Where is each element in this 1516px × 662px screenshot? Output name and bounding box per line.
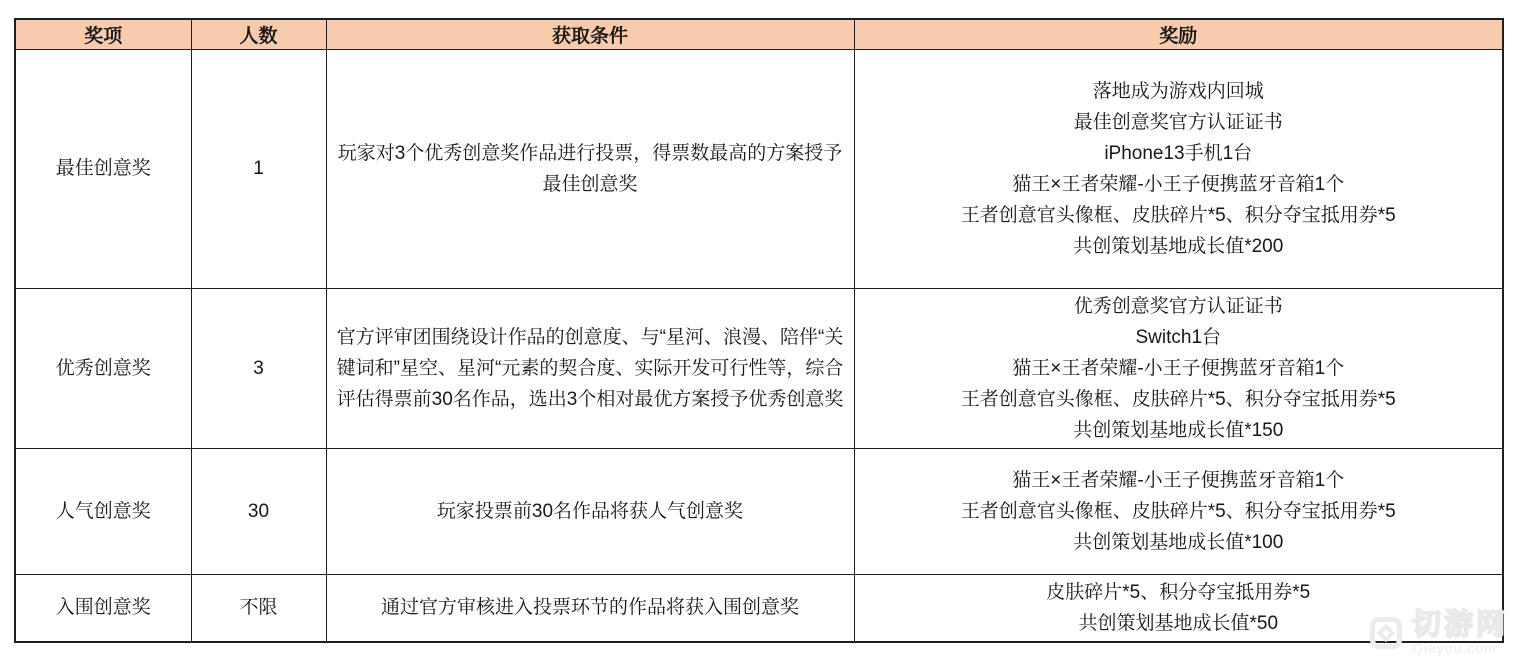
award-rewards: [854, 49, 1503, 288]
table-row-shortlist-award: [15, 574, 1503, 642]
reward-line: iPhone13手机1台: [1104, 142, 1253, 164]
table-row-excellent-award: [15, 288, 1503, 448]
award-count: 1: [191, 49, 326, 288]
table-row-popularity-award: [15, 448, 1503, 574]
watermark-logo-icon: [1370, 617, 1402, 649]
watermark-site-url: Qieyou.com: [1411, 640, 1497, 656]
award-condition: 玩家投票前30名作品将获人气创意奖: [326, 448, 854, 574]
watermark-text: [1412, 610, 1508, 656]
award-name: 最佳创意奖: [15, 49, 191, 288]
award-name: 入围创意奖: [15, 574, 191, 642]
diamond-icon: [1377, 624, 1395, 642]
reward-line: 最佳创意奖官方认证证书: [1073, 111, 1283, 133]
reward-line: 共创策划基地成长值*100: [1073, 531, 1284, 553]
reward-line: Switch1台: [1135, 326, 1222, 348]
reward-line: 王者创意官头像框、皮肤碎片*5、积分夺宝抵用券*5: [960, 204, 1396, 226]
reward-line: 猫王×王者荣耀-小王子便携蓝牙音箱1个: [1012, 357, 1345, 379]
column-header-count: 人数: [191, 19, 326, 49]
award-condition: 官方评审团围绕设计作品的创意度、与“星河、浪漫、陪伴“关键词和”星空、星河“元素的契合度、实际开发可行性等，综合评估得票前30名作品，选出3个相对最优方案授予优秀创意奖: [326, 288, 854, 448]
column-header-condition: 获取条件: [326, 19, 854, 49]
reward-line: 王者创意官头像框、皮肤碎片*5、积分夺宝抵用券*5: [960, 500, 1396, 522]
award-count: 不限: [191, 574, 326, 642]
reward-line: 猫王×王者荣耀-小王子便携蓝牙音箱1个: [1012, 173, 1345, 195]
reward-line: 落地成为游戏内回城: [1092, 80, 1264, 102]
award-name: 人气创意奖: [15, 448, 191, 574]
awards-table: [14, 18, 1504, 643]
award-rewards: [854, 448, 1503, 574]
award-count: 30: [191, 448, 326, 574]
table-row-best-award: [15, 49, 1503, 288]
header-row: [15, 19, 1503, 49]
award-rewards: [854, 288, 1503, 448]
reward-line: 皮肤碎片*5、积分夺宝抵用券*5: [1046, 581, 1311, 603]
award-condition: 通过官方审核进入投票环节的作品将获入围创意奖: [326, 574, 854, 642]
column-header-award: 奖项: [15, 19, 191, 49]
awards-table-container: [14, 18, 1504, 643]
award-name: 优秀创意奖: [15, 288, 191, 448]
reward-line: 猫王×王者荣耀-小王子便携蓝牙音箱1个: [1012, 469, 1345, 491]
award-count: 3: [191, 288, 326, 448]
reward-line: 共创策划基地成长值*50: [1078, 612, 1279, 634]
watermark-site-name: 切游网: [1411, 609, 1508, 641]
reward-line: 优秀创意奖官方认证证书: [1073, 295, 1283, 317]
award-condition: 玩家对3个优秀创意奖作品进行投票，得票数最高的方案授予最佳创意奖: [326, 49, 854, 288]
reward-line: 共创策划基地成长值*150: [1073, 419, 1284, 441]
reward-line: 共创策划基地成长值*200: [1073, 235, 1284, 257]
reward-line: 王者创意官头像框、皮肤碎片*5、积分夺宝抵用券*5: [960, 388, 1396, 410]
column-header-reward: 奖励: [854, 19, 1503, 49]
watermark: [1370, 610, 1508, 656]
